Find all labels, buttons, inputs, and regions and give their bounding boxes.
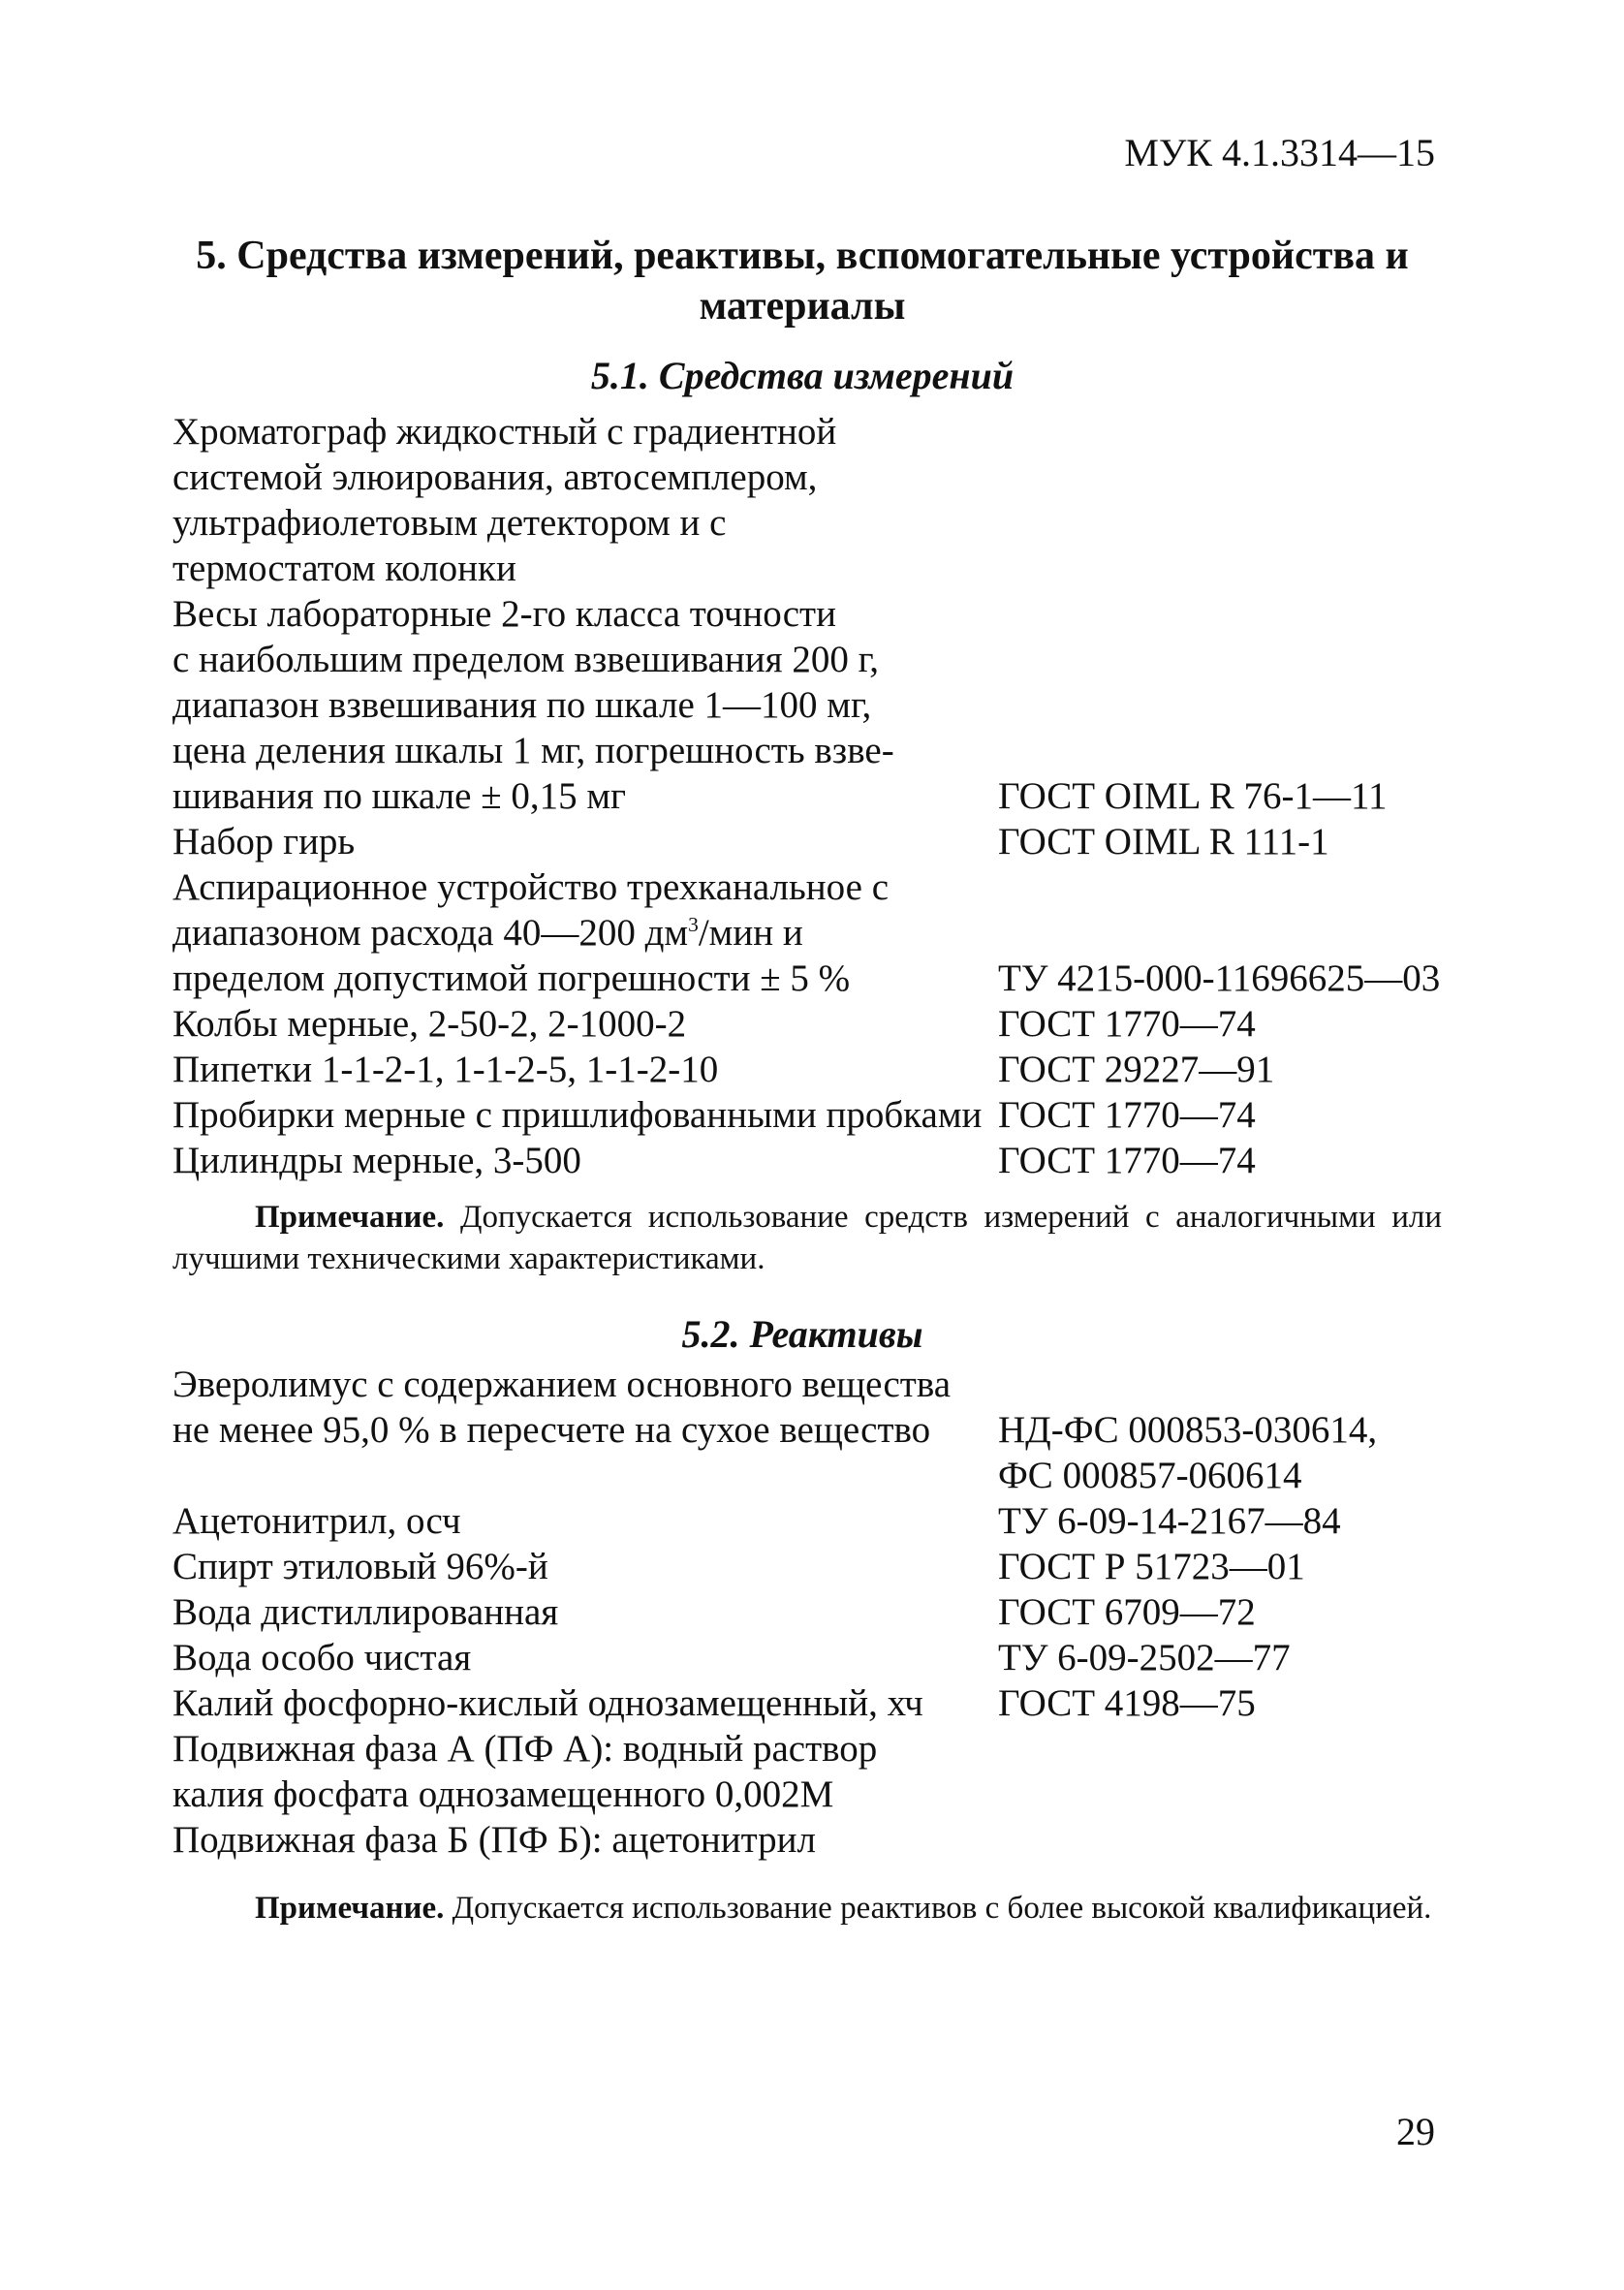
instruments-note xyxy=(172,1197,1442,1280)
item-standard: ГОСТ 6709—72 xyxy=(998,1591,1256,1633)
note-label: Примечание. xyxy=(255,1891,445,1926)
item-standard: ГОСТ OIML R 76-1—11 xyxy=(998,775,1388,817)
item-name: Подвижная фаза Б (ПФ Б): ацетонитрил xyxy=(172,1819,816,1861)
item-name: Набор гирь xyxy=(172,821,356,863)
list-item xyxy=(172,1544,1461,1589)
item-name xyxy=(172,864,998,1001)
list-item xyxy=(172,1362,1461,1498)
section-title: 5. Средства измерений, реактивы, вспомогательные устройства и материалы xyxy=(196,234,1409,329)
list-item xyxy=(172,591,1461,819)
list-item xyxy=(172,1001,1461,1047)
item-standard: НД-ФС 000853-030614, ФС 000857-060614 xyxy=(998,1409,1378,1496)
item-name: Вода дистиллированная xyxy=(172,1591,559,1633)
list-item xyxy=(172,1498,1461,1544)
item-name: Эверолимус с содержанием основного вещества не менее 95,0 % в пересчете на сухое вещество xyxy=(172,1364,952,1451)
item-name: Калий фосфорно-кислый однозамещенный, хч xyxy=(172,1682,923,1724)
item-name: Пробирки мерные с пришлифованными пробками xyxy=(172,1094,983,1136)
note-label: Примечание. xyxy=(255,1200,445,1235)
list-item xyxy=(172,1047,1461,1092)
item-standard: ГОСТ 29227—91 xyxy=(998,1049,1275,1090)
list-item xyxy=(172,1680,1461,1726)
item-standard: ТУ 4215-000-11696625—03 xyxy=(998,957,1441,999)
item-name: Спирт этиловый 96%-й xyxy=(172,1546,548,1587)
note-text: Допускается использование реактивов с более высокой квалификацией. xyxy=(452,1891,1432,1926)
list-item xyxy=(172,1817,1461,1863)
note-text: Допускается использование средств измерений с аналогичными или лучшими техническими характеристиками. xyxy=(172,1200,1443,1276)
item-name-line: Аспирационное устройство трехканальное с xyxy=(172,866,890,908)
subsection-title-reagents: 5.2. Реактивы xyxy=(681,1312,923,1356)
list-item xyxy=(172,1589,1461,1635)
item-standard: ГОСТ 1770—74 xyxy=(998,1140,1256,1181)
item-standard: ГОСТ OIML R 111-1 xyxy=(998,821,1329,863)
list-item xyxy=(172,864,1461,1001)
subsection-title-instruments: 5.1. Средства измерений xyxy=(590,354,1015,397)
list-item xyxy=(172,409,1461,591)
item-name: Хроматограф жидкостный с градиентной системой элюирования, автосемплером, ультрафиолетовым детектором и с термостатом колонки xyxy=(172,411,837,589)
reagents-list xyxy=(172,1362,1461,1863)
list-item xyxy=(172,819,1461,864)
item-standard: ГОСТ 4198—75 xyxy=(998,1682,1256,1724)
list-item xyxy=(172,1092,1461,1138)
item-standard: ГОСТ Р 51723—01 xyxy=(998,1546,1305,1587)
list-item xyxy=(172,1138,1461,1183)
item-name: Цилиндры мерные, 3-500 xyxy=(172,1140,581,1181)
item-standard: ГОСТ 1770—74 xyxy=(998,1003,1256,1045)
item-name: Подвижная фаза А (ПФ А): водный раствор калия фосфата однозамещенного 0,002М xyxy=(172,1728,878,1815)
page-number: 29 xyxy=(1396,2110,1435,2153)
item-name-line: /мин и xyxy=(698,912,803,954)
item-standard: ГОСТ 1770—74 xyxy=(998,1094,1256,1136)
document-code: МУК 4.1.3314—15 xyxy=(1124,131,1435,174)
item-standard: ТУ 6-09-14-2167—84 xyxy=(998,1500,1341,1542)
item-name: Пипетки 1-1-2-1, 1-1-2-5, 1-1-2-10 xyxy=(172,1049,719,1090)
list-item xyxy=(172,1726,1461,1817)
item-name: Весы лабораторные 2-го класса точности с наибольшим пределом взвешивания 200 г, диапазон взвешивания по шкале 1—100 мг, цена деления шкалы 1 мг, погрешность взве- шивания по шкале ± 0,15 мг xyxy=(172,593,894,817)
item-name: Ацетонитрил, осч xyxy=(172,1500,461,1542)
instruments-list xyxy=(172,409,1461,1183)
list-item xyxy=(172,1635,1461,1680)
superscript: 3 xyxy=(688,913,699,936)
item-name-line: пределом допустимой погрешности ± 5 % xyxy=(172,957,851,999)
item-name: Колбы мерные, 2-50-2, 2-1000-2 xyxy=(172,1003,687,1045)
item-standard: ТУ 6-09-2502—77 xyxy=(998,1637,1291,1678)
item-name: Вода особо чистая xyxy=(172,1637,472,1678)
item-name-line: диапазоном расхода 40—200 дм xyxy=(172,912,689,954)
reagents-note xyxy=(172,1888,1442,1929)
